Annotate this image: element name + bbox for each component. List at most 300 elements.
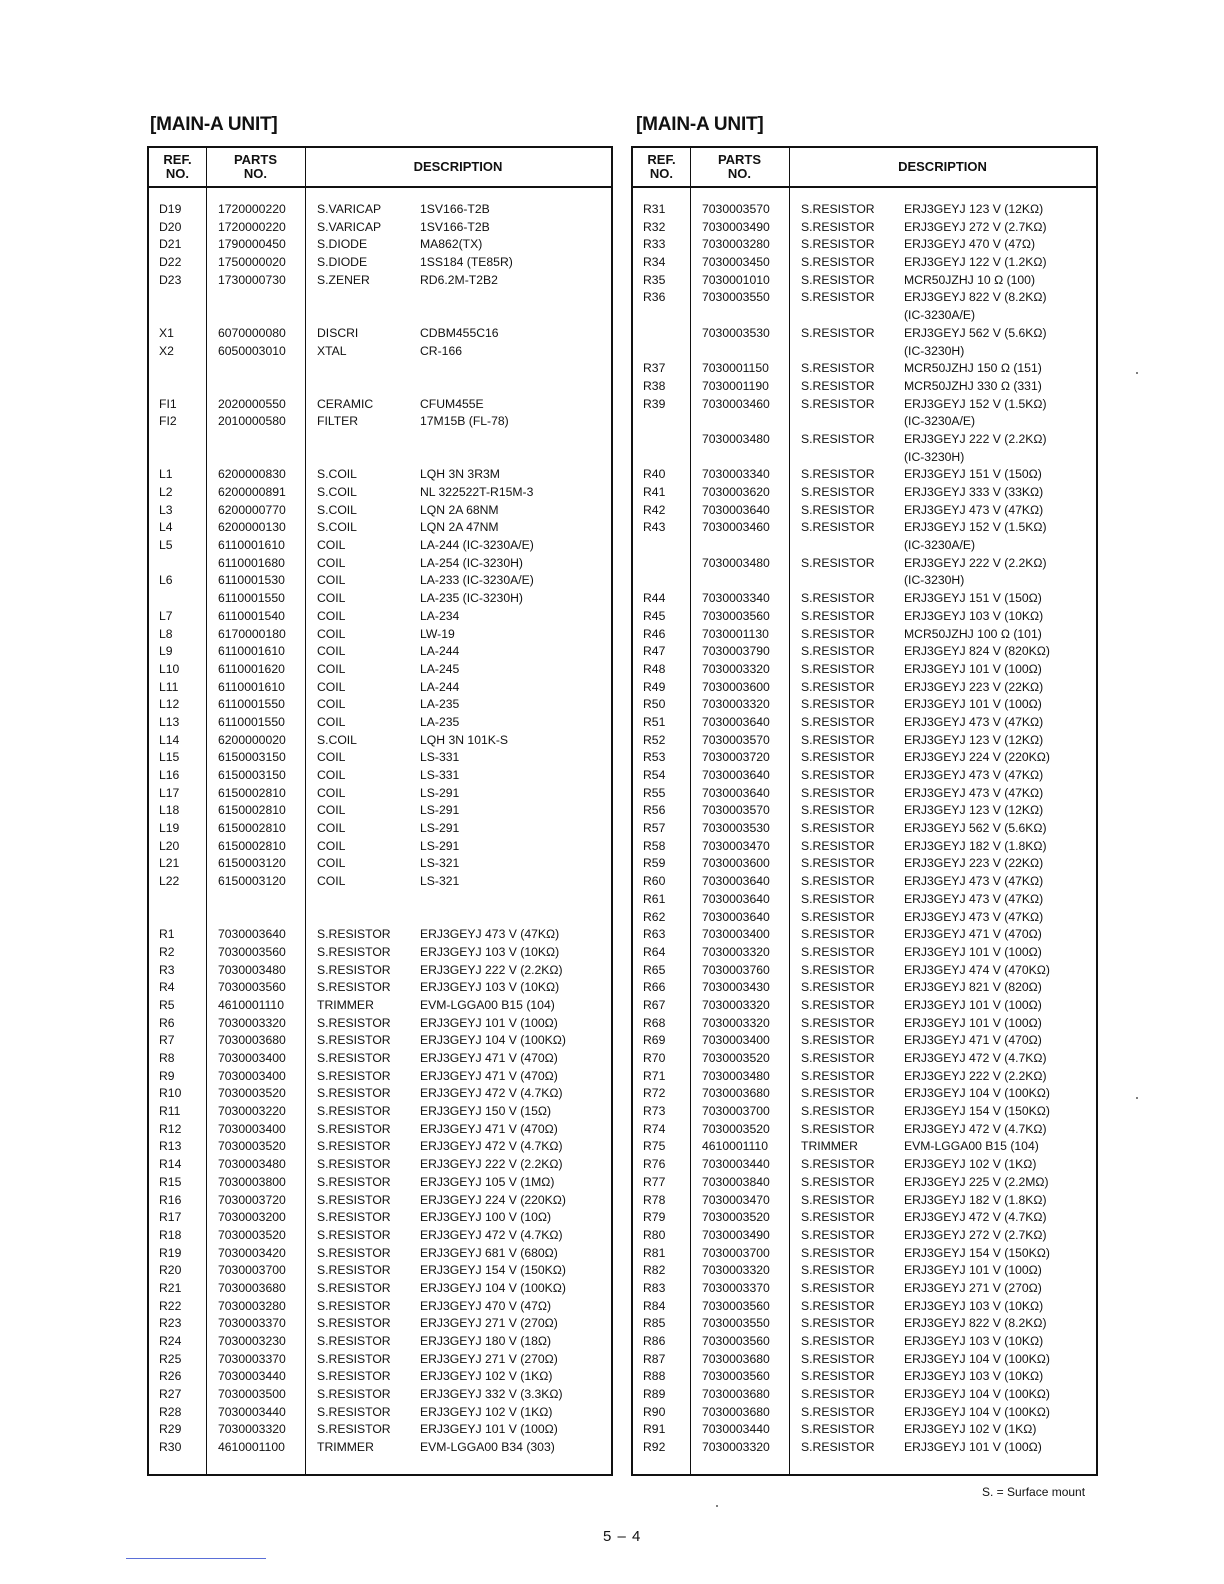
ref-no-cell: L12: [159, 697, 180, 712]
parts-no-cell: 7030003790: [702, 644, 770, 659]
ref-no-cell: R73: [643, 1104, 666, 1119]
type-cell: S.RESISTOR: [317, 1015, 391, 1030]
parts-no-cell: 6110001530: [218, 573, 285, 588]
type-cell: S.RESISTOR: [801, 272, 875, 287]
table-row: [149, 1351, 611, 1369]
ref-no-cell: R43: [643, 520, 666, 535]
table-row: [633, 431, 1096, 449]
spec-cell: (IC-3230A/E): [904, 414, 976, 429]
parts-no-cell: 7030003490: [702, 1227, 770, 1242]
ref-no-cell: L20: [159, 838, 180, 853]
type-cell: COIL: [317, 697, 346, 712]
table-row: [633, 732, 1096, 750]
spec-cell: LS-321: [420, 874, 460, 889]
type-cell: S.RESISTOR: [801, 1104, 875, 1119]
ref-no-cell: R39: [643, 396, 666, 411]
ref-no-cell: D21: [159, 237, 182, 252]
ref-no-cell: R61: [643, 891, 666, 906]
ref-no-cell: R53: [643, 750, 666, 765]
table-row: [149, 307, 611, 325]
table-row: [633, 962, 1096, 980]
type-cell: S.RESISTOR: [801, 944, 875, 959]
parts-no-cell: 7030003520: [702, 1051, 770, 1065]
spec-cell: ERJ3GEYJ 222 V (2.2KΩ): [904, 431, 1047, 446]
parts-no-cell: 7030003320: [702, 661, 770, 676]
ref-no-cell: R76: [643, 1157, 666, 1172]
table-row: [633, 1262, 1096, 1280]
table-row: [149, 891, 611, 909]
spec-cell: ERJ3GEYJ 104 V (100KΩ): [904, 1086, 1050, 1101]
spec-cell: ERJ3GEYJ 471 V (470Ω): [420, 1051, 558, 1065]
parts-no-cell: 7030003720: [218, 1192, 286, 1207]
ref-no-cell: R32: [643, 219, 666, 234]
type-cell: S.RESISTOR: [801, 237, 875, 252]
type-cell: S.RESISTOR: [801, 821, 875, 836]
spec-cell: ERJ3GEYJ 103 V (10KΩ): [904, 608, 1044, 623]
parts-no-cell: 7030003550: [702, 290, 770, 305]
table-row: [633, 1315, 1096, 1333]
table-row: [633, 1368, 1096, 1386]
spec-cell: NL 322522T-R15M-3: [420, 485, 534, 499]
spec-cell: MCR50JZHJ 100 Ω (101): [904, 626, 1042, 641]
parts-no-cell: 6110001550: [218, 714, 285, 729]
spec-cell: ERJ3GEYJ 471 V (470Ω): [420, 1068, 558, 1083]
table-row: [149, 484, 611, 502]
spec-cell: LS-291: [420, 785, 460, 800]
parts-no-cell: 1750000020: [218, 255, 286, 270]
ref-no-cell: R5: [159, 997, 175, 1012]
type-cell: S.RESISTOR: [317, 1334, 391, 1348]
ref-no-cell: R85: [643, 1316, 666, 1331]
type-cell: S.RESISTOR: [317, 944, 391, 959]
table-row: [149, 431, 611, 449]
ref-no-cell: R81: [643, 1245, 666, 1260]
type-cell: S.RESISTOR: [801, 997, 875, 1012]
ref-no-cell: R89: [643, 1387, 666, 1402]
ref-no-cell: R16: [159, 1192, 182, 1207]
type-cell: XTAL: [317, 343, 347, 358]
type-cell: S.RESISTOR: [801, 1121, 875, 1136]
type-cell: S.RESISTOR: [801, 697, 875, 712]
ref-no-cell: R21: [159, 1280, 182, 1295]
spec-cell: LA-244: [420, 644, 460, 659]
table-row: [149, 449, 611, 467]
table-row: [633, 891, 1096, 909]
table-row: [149, 1103, 611, 1121]
parts-no-cell: 7030003640: [702, 785, 770, 800]
parts-no-cell: 6170000180: [218, 626, 286, 641]
spec-cell: (IC-3230H): [904, 573, 965, 588]
ref-no-cell: L17: [159, 785, 180, 800]
parts-no-cell: 7030003340: [702, 467, 770, 482]
parts-no-cell: 6150003150: [218, 768, 286, 782]
type-cell: S.RESISTOR: [317, 1104, 391, 1119]
type-cell: COIL: [317, 555, 346, 570]
parts-no-cell: 7030003480: [218, 962, 286, 977]
type-cell: S.RESISTOR: [801, 714, 875, 729]
table-row: [633, 1439, 1096, 1457]
type-cell: S.RESISTOR: [801, 502, 875, 517]
parts-no-cell: 7030003370: [218, 1351, 286, 1366]
parts-no-cell: 7030003680: [702, 1404, 770, 1419]
type-cell: S.RESISTOR: [801, 1351, 875, 1366]
parts-no-cell: 6070000080: [218, 325, 286, 340]
parts-no-cell: 6050003010: [218, 343, 286, 358]
table-row: [633, 254, 1096, 272]
type-cell: TRIMMER: [317, 997, 374, 1012]
table-row: [633, 1192, 1096, 1210]
table-row: [633, 1333, 1096, 1351]
table-row: [633, 1404, 1096, 1422]
left-parts-table: [147, 146, 613, 1476]
spec-cell: LQN 2A 68NM: [420, 502, 499, 517]
type-cell: S.RESISTOR: [801, 361, 875, 376]
ref-no-cell: R19: [159, 1245, 182, 1260]
table-row: [633, 1245, 1096, 1263]
type-cell: S.RESISTOR: [801, 555, 875, 570]
type-cell: S.RESISTOR: [801, 325, 875, 340]
parts-no-cell: 7030003560: [702, 1334, 770, 1348]
type-cell: S.RESISTOR: [801, 431, 875, 446]
ref-no-cell: R20: [159, 1263, 182, 1278]
ref-no-cell: R66: [643, 980, 666, 995]
type-cell: S.RESISTOR: [317, 1210, 391, 1225]
spec-cell: ERJ3GEYJ 101 V (100Ω): [904, 1440, 1042, 1455]
table-row: [149, 785, 611, 803]
spec-cell: LS-321: [420, 856, 460, 871]
ref-no-cell: R22: [159, 1298, 182, 1313]
ref-no-cell: R14: [159, 1157, 182, 1172]
type-cell: S.RESISTOR: [801, 980, 875, 995]
ref-no-cell: R33: [643, 237, 666, 252]
type-cell: S.COIL: [317, 502, 357, 517]
type-cell: S.RESISTOR: [801, 1422, 875, 1437]
type-cell: S.VARICAP: [317, 202, 382, 216]
parts-no-cell: 2010000580: [218, 414, 286, 429]
type-cell: S.RESISTOR: [801, 1334, 875, 1348]
ref-no-cell: L8: [159, 626, 173, 641]
spec-cell: ERJ3GEYJ 473 V (47KΩ): [904, 785, 1044, 800]
spec-cell: LS-291: [420, 838, 460, 853]
ref-no-cell: R46: [643, 626, 666, 641]
table-row: [633, 1032, 1096, 1050]
spec-cell: LW-19: [420, 626, 455, 641]
spec-cell: ERJ3GEYJ 471 V (470Ω): [904, 927, 1042, 942]
table-row: [149, 944, 611, 962]
table-row: [149, 1121, 611, 1139]
table-row: [633, 1085, 1096, 1103]
ref-no-cell: FI1: [159, 396, 177, 411]
parts-no-cell: 7030003230: [218, 1334, 286, 1348]
type-cell: S.RESISTOR: [317, 980, 391, 995]
spec-cell: ERJ3GEYJ 154 V (150KΩ): [904, 1104, 1050, 1119]
type-cell: COIL: [317, 874, 346, 889]
table-row: [633, 944, 1096, 962]
spec-cell: ERJ3GEYJ 473 V (47KΩ): [904, 874, 1044, 889]
table-row: [149, 838, 611, 856]
spec-cell: ERJ3GEYJ 103 V (10KΩ): [904, 1369, 1044, 1384]
parts-no-cell: 7030003530: [702, 325, 770, 340]
ref-no-cell: R71: [643, 1068, 666, 1083]
right-unit-title: [MAIN-A UNIT]: [636, 114, 764, 135]
spec-cell: ERJ3GEYJ 473 V (47KΩ): [904, 768, 1044, 782]
type-cell: S.RESISTOR: [801, 219, 875, 234]
type-cell: CERAMIC: [317, 396, 374, 411]
spec-cell: ERJ3GEYJ 101 V (100Ω): [904, 1015, 1042, 1030]
ref-no-cell: R55: [643, 785, 666, 800]
spec-cell: ERJ3GEYJ 223 V (22KΩ): [904, 679, 1044, 694]
table-row: [633, 767, 1096, 785]
spec-cell: ERJ3GEYJ 123 V (12KΩ): [904, 803, 1044, 818]
ref-no-header: REF. NO.: [647, 152, 676, 181]
table-row: [149, 1439, 611, 1457]
ref-no-cell: R9: [159, 1068, 175, 1083]
ref-no-cell: R75: [643, 1139, 666, 1154]
spec-cell: 1SV166-T2B: [420, 202, 490, 216]
parts-no-cell: 7030003680: [218, 1033, 286, 1048]
type-cell: DISCRI: [317, 325, 359, 340]
spec-cell: ERJ3GEYJ 122 V (1.2KΩ): [904, 255, 1047, 270]
scan-speck: [1136, 1097, 1138, 1099]
table-row: [149, 1421, 611, 1439]
parts-no-cell: 7030003570: [702, 732, 770, 747]
ref-no-cell: R69: [643, 1033, 666, 1048]
ref-no-cell: R1: [159, 927, 175, 942]
parts-no-cell: 1720000220: [218, 219, 286, 234]
spec-cell: ERJ3GEYJ 101 V (100Ω): [904, 697, 1042, 712]
spec-cell: LQH 3N 101K-S: [420, 732, 509, 747]
table-row: [149, 643, 611, 661]
type-cell: S.RESISTOR: [317, 1280, 391, 1295]
type-cell: S.RESISTOR: [317, 1369, 391, 1384]
parts-no-cell: 7030003640: [702, 874, 770, 889]
spec-cell: ERJ3GEYJ 151 V (150Ω): [904, 591, 1042, 606]
spec-cell: ERJ3GEYJ 681 V (680Ω): [420, 1245, 558, 1260]
ref-no-cell: R59: [643, 856, 666, 871]
ref-no-cell: R70: [643, 1051, 666, 1065]
left-table-body: [149, 201, 611, 1457]
ref-no-cell: R4: [159, 980, 175, 995]
parts-no-cell: 7030003680: [702, 1351, 770, 1366]
ref-no-header: REF. NO.: [163, 152, 192, 181]
table-row: [149, 1015, 611, 1033]
table-row: [149, 343, 611, 361]
parts-no-cell: 7030003320: [218, 1015, 286, 1030]
type-cell: COIL: [317, 608, 346, 623]
ref-no-cell: R23: [159, 1316, 182, 1331]
spec-cell: ERJ3GEYJ 332 V (3.3KΩ): [420, 1387, 563, 1402]
type-cell: S.RESISTOR: [801, 927, 875, 942]
type-cell: S.RESISTOR: [801, 909, 875, 924]
parts-no-cell: 7030003370: [702, 1280, 770, 1295]
table-row: [633, 325, 1096, 343]
spec-cell: ERJ3GEYJ 102 V (1KΩ): [420, 1369, 553, 1384]
table-row: [633, 1121, 1096, 1139]
spec-cell: ERJ3GEYJ 224 V (220KΩ): [904, 750, 1050, 765]
type-cell: COIL: [317, 573, 346, 588]
ref-no-cell: L7: [159, 608, 173, 623]
table-row: [149, 749, 611, 767]
parts-no-cell: 7030003400: [218, 1121, 286, 1136]
type-cell: S.RESISTOR: [801, 1174, 875, 1189]
parts-no-cell: 7030003600: [702, 856, 770, 871]
parts-no-cell: 7030003640: [702, 909, 770, 924]
parts-no-cell: 7030003640: [702, 768, 770, 782]
ref-no-cell: R7: [159, 1033, 175, 1048]
parts-no-cell: 7030003220: [218, 1104, 286, 1119]
ref-no-cell: L18: [159, 803, 180, 818]
table-row: [633, 360, 1096, 378]
type-cell: S.RESISTOR: [317, 1068, 391, 1083]
table-row: [149, 360, 611, 378]
parts-no-cell: 4610001100: [218, 1440, 285, 1455]
ref-no-cell: R47: [643, 644, 666, 659]
table-row: [633, 608, 1096, 626]
type-cell: S.RESISTOR: [801, 679, 875, 694]
spec-cell: ERJ3GEYJ 182 V (1.8KΩ): [904, 1192, 1047, 1207]
table-row: [633, 449, 1096, 467]
ref-no-cell: R40: [643, 467, 666, 482]
parts-no-cell: 1720000220: [218, 202, 286, 216]
surface-mount-footnote: S. = Surface mount: [982, 1485, 1086, 1499]
table-row: [633, 1174, 1096, 1192]
spec-cell: (IC-3230A/E): [904, 308, 976, 323]
type-cell: S.RESISTOR: [801, 750, 875, 765]
type-cell: COIL: [317, 856, 346, 871]
table-row: [633, 1351, 1096, 1369]
type-cell: S.RESISTOR: [801, 661, 875, 676]
ref-no-cell: R86: [643, 1334, 666, 1348]
parts-no-cell: 2020000550: [218, 396, 286, 411]
type-cell: S.RESISTOR: [801, 485, 875, 499]
spec-cell: ERJ3GEYJ 472 V (4.7KΩ): [420, 1086, 563, 1101]
type-cell: S.RESISTOR: [801, 1280, 875, 1295]
ref-no-cell: R27: [159, 1387, 182, 1402]
parts-no-cell: 7030003640: [702, 891, 770, 906]
ref-no-cell: R44: [643, 591, 666, 606]
type-cell: S.RESISTOR: [801, 1086, 875, 1101]
table-row: [633, 555, 1096, 573]
spec-cell: ERJ3GEYJ 471 V (470Ω): [904, 1033, 1042, 1048]
spec-cell: ERJ3GEYJ 105 V (1MΩ): [420, 1174, 555, 1189]
ref-no-cell: L15: [159, 750, 180, 765]
ref-no-cell: R41: [643, 485, 666, 499]
table-row: [633, 1421, 1096, 1439]
table-row: [633, 802, 1096, 820]
spec-cell: ERJ3GEYJ 180 V (18Ω): [420, 1334, 552, 1348]
type-cell: COIL: [317, 803, 346, 818]
type-cell: S.RESISTOR: [801, 732, 875, 747]
ref-no-cell: R78: [643, 1192, 666, 1207]
spec-cell: ERJ3GEYJ 472 V (4.7KΩ): [904, 1210, 1047, 1225]
table-row: [633, 1227, 1096, 1245]
parts-no-cell: 7030003440: [702, 1157, 770, 1172]
right-table-header: [633, 148, 1096, 188]
blue-margin-line: [126, 1558, 266, 1559]
spec-cell: MCR50JZHJ 150 Ω (151): [904, 361, 1042, 376]
spec-cell: ERJ3GEYJ 182 V (1.8KΩ): [904, 838, 1047, 853]
table-row: [149, 873, 611, 891]
ref-no-cell: D19: [159, 202, 182, 216]
type-cell: S.RESISTOR: [801, 1298, 875, 1313]
type-cell: S.RESISTOR: [801, 1210, 875, 1225]
table-row: [633, 236, 1096, 254]
parts-no-cell: 6110001680: [218, 555, 285, 570]
type-cell: S.RESISTOR: [801, 1068, 875, 1083]
table-row: [149, 555, 611, 573]
table-row: [149, 219, 611, 237]
table-row: [149, 732, 611, 750]
spec-cell: ERJ3GEYJ 224 V (220KΩ): [420, 1192, 566, 1207]
table-row: [149, 608, 611, 626]
table-row: [633, 502, 1096, 520]
ref-no-cell: R6: [159, 1015, 175, 1030]
type-cell: S.RESISTOR: [801, 1192, 875, 1207]
parts-no-cell: 7030003440: [218, 1404, 286, 1419]
parts-no-cell: 7030003320: [702, 944, 770, 959]
parts-no-cell: 7030003700: [218, 1263, 286, 1278]
ref-no-cell: L22: [159, 874, 180, 889]
spec-cell: LS-291: [420, 803, 460, 818]
ref-no-cell: R17: [159, 1210, 182, 1225]
type-cell: S.RESISTOR: [801, 396, 875, 411]
table-row: [149, 1085, 611, 1103]
table-row: [633, 1138, 1096, 1156]
table-row: [633, 307, 1096, 325]
parts-no-cell: 7030003480: [702, 1068, 770, 1083]
type-cell: S.RESISTOR: [317, 1121, 391, 1136]
ref-no-cell: D22: [159, 255, 182, 270]
parts-no-cell: 7030003400: [218, 1068, 286, 1083]
type-cell: S.RESISTOR: [317, 1316, 391, 1331]
ref-no-cell: R45: [643, 608, 666, 623]
type-cell: S.RESISTOR: [801, 803, 875, 818]
parts-no-cell: 6110001610: [218, 644, 285, 659]
table-row: [149, 254, 611, 272]
parts-no-cell: 7030003450: [702, 255, 770, 270]
spec-cell: ERJ3GEYJ 473 V (47KΩ): [420, 927, 560, 942]
spec-cell: ERJ3GEYJ 103 V (10KΩ): [420, 980, 560, 995]
spec-cell: ERJ3GEYJ 222 V (2.2KΩ): [420, 1157, 563, 1172]
ref-no-cell: R52: [643, 732, 666, 747]
spec-cell: (IC-3230H): [904, 449, 965, 464]
parts-no-cell: 6150003120: [218, 874, 286, 889]
parts-no-cell: 6110001540: [218, 608, 285, 623]
scan-speck: [716, 1505, 718, 1507]
table-row: [149, 1156, 611, 1174]
table-row: [633, 343, 1096, 361]
parts-no-cell: 7030003560: [218, 980, 286, 995]
spec-cell: ERJ3GEYJ 101 V (100Ω): [420, 1015, 558, 1030]
ref-no-cell: L10: [159, 661, 180, 676]
type-cell: COIL: [317, 538, 346, 553]
parts-no-header: PARTS NO.: [717, 152, 762, 181]
table-row: [633, 201, 1096, 219]
ref-no-cell: R15: [159, 1174, 182, 1189]
table-row: [633, 466, 1096, 484]
ref-no-cell: L21: [159, 856, 180, 871]
spec-cell: ERJ3GEYJ 473 V (47KΩ): [904, 714, 1044, 729]
spec-cell: LA-234: [420, 608, 460, 623]
parts-no-cell: 7030003480: [702, 431, 770, 446]
parts-no-cell: 7030003280: [218, 1298, 286, 1313]
spec-cell: ERJ3GEYJ 472 V (4.7KΩ): [904, 1051, 1047, 1065]
table-row: [149, 1209, 611, 1227]
table-row: [633, 626, 1096, 644]
parts-no-cell: 7030003570: [702, 202, 770, 216]
parts-no-cell: 7030003520: [218, 1139, 286, 1154]
spec-cell: CDBM455C16: [420, 325, 499, 340]
